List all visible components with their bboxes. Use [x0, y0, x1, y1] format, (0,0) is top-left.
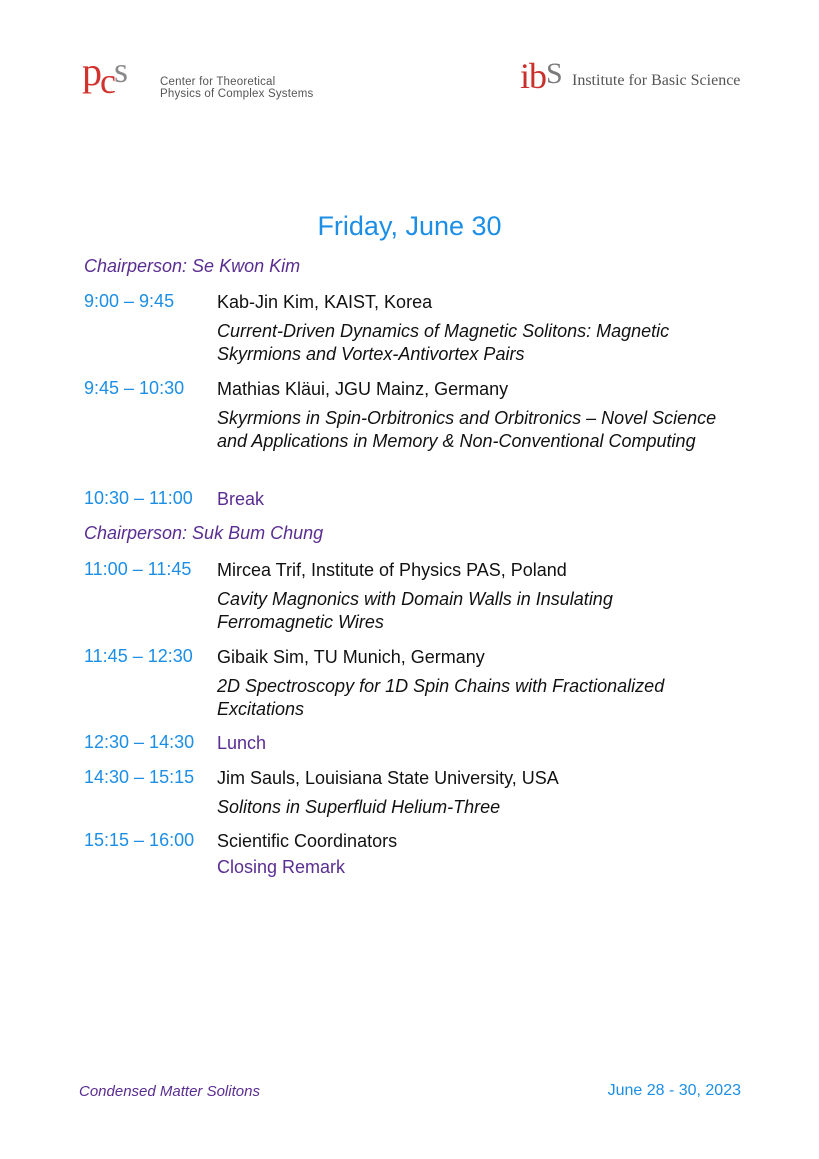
- break-label: Break: [217, 489, 265, 509]
- entry-speaker: Gibaik Sim, TU Munich, Germany: [217, 647, 485, 667]
- pcs-logo-mark: pcs: [82, 49, 126, 101]
- entry-time: 12:30 – 14:30: [84, 732, 195, 752]
- entry-body: [217, 767, 727, 819]
- entry-body: [217, 646, 727, 722]
- entry-talk-title: 2D Spectroscopy for 1D Spin Chains with Fractionalized Excitations: [217, 675, 665, 719]
- entry-time: 15:15 – 16:00: [84, 830, 195, 850]
- entry-time: 14:30 – 15:15: [84, 767, 195, 787]
- entry-speaker: Jim Sauls, Louisiana State University, USA: [217, 768, 559, 788]
- entry-time: 11:45 – 12:30: [84, 646, 193, 666]
- closing-remark-label: Closing Remark: [217, 856, 346, 877]
- entry-body: [217, 559, 727, 635]
- entry-speaker: Kab-Jin Kim, KAIST, Korea: [217, 292, 433, 312]
- entry-speaker: Scientific Coordinators: [217, 831, 398, 851]
- entry-time: 10:30 – 11:00: [84, 488, 193, 508]
- ibs-logo: [520, 58, 760, 104]
- chairperson-label: Chairperson: Se Kwon Kim: [84, 256, 301, 276]
- entry-body: [217, 378, 727, 454]
- entry-body: [217, 830, 727, 879]
- entry-time: 11:00 – 11:45: [84, 559, 192, 579]
- entry-speaker: Mircea Trif, Institute of Physics PAS, Poland: [217, 560, 567, 580]
- entry-time: 9:00 – 9:45: [84, 291, 175, 311]
- pcs-logo: [82, 49, 314, 102]
- entry-talk-title: Cavity Magnonics with Domain Walls in Insulating Ferromagnetic Wires: [217, 588, 613, 632]
- entry-body: [217, 291, 727, 367]
- entry-body: [217, 732, 727, 756]
- chairperson-label: Chairperson: Suk Bum Chung: [84, 523, 324, 543]
- footer-event-dates: June 28 - 30, 2023: [607, 1082, 741, 1099]
- ibs-logo-text: Institute for Basic Science: [572, 72, 741, 89]
- entry-speaker: Mathias Kläui, JGU Mainz, Germany: [217, 379, 509, 399]
- entry-talk-title: Solitons in Superfluid Helium-Three: [217, 796, 501, 817]
- entry-talk-title: Current-Driven Dynamics of Magnetic Solitons: Magnetic Skyrmions and Vortex-Antivortex Pairs: [217, 320, 670, 364]
- entry-time: 9:45 – 10:30: [84, 378, 185, 398]
- entry-talk-title: Skyrmions in Spin-Orbitronics and Orbitronics – Novel Science and Applications in Memory & Non-Conventional Computing: [217, 407, 717, 451]
- footer-event-name: Condensed Matter Solitons: [79, 1083, 260, 1100]
- ibs-logo-mark: ibS: [520, 56, 562, 96]
- page-title: Friday, June 30: [317, 211, 502, 241]
- lunch-label: Lunch: [217, 733, 267, 753]
- pcs-logo-text: Center for Theoretical Physics of Complex Systems: [160, 76, 314, 100]
- entry-body: [217, 488, 727, 512]
